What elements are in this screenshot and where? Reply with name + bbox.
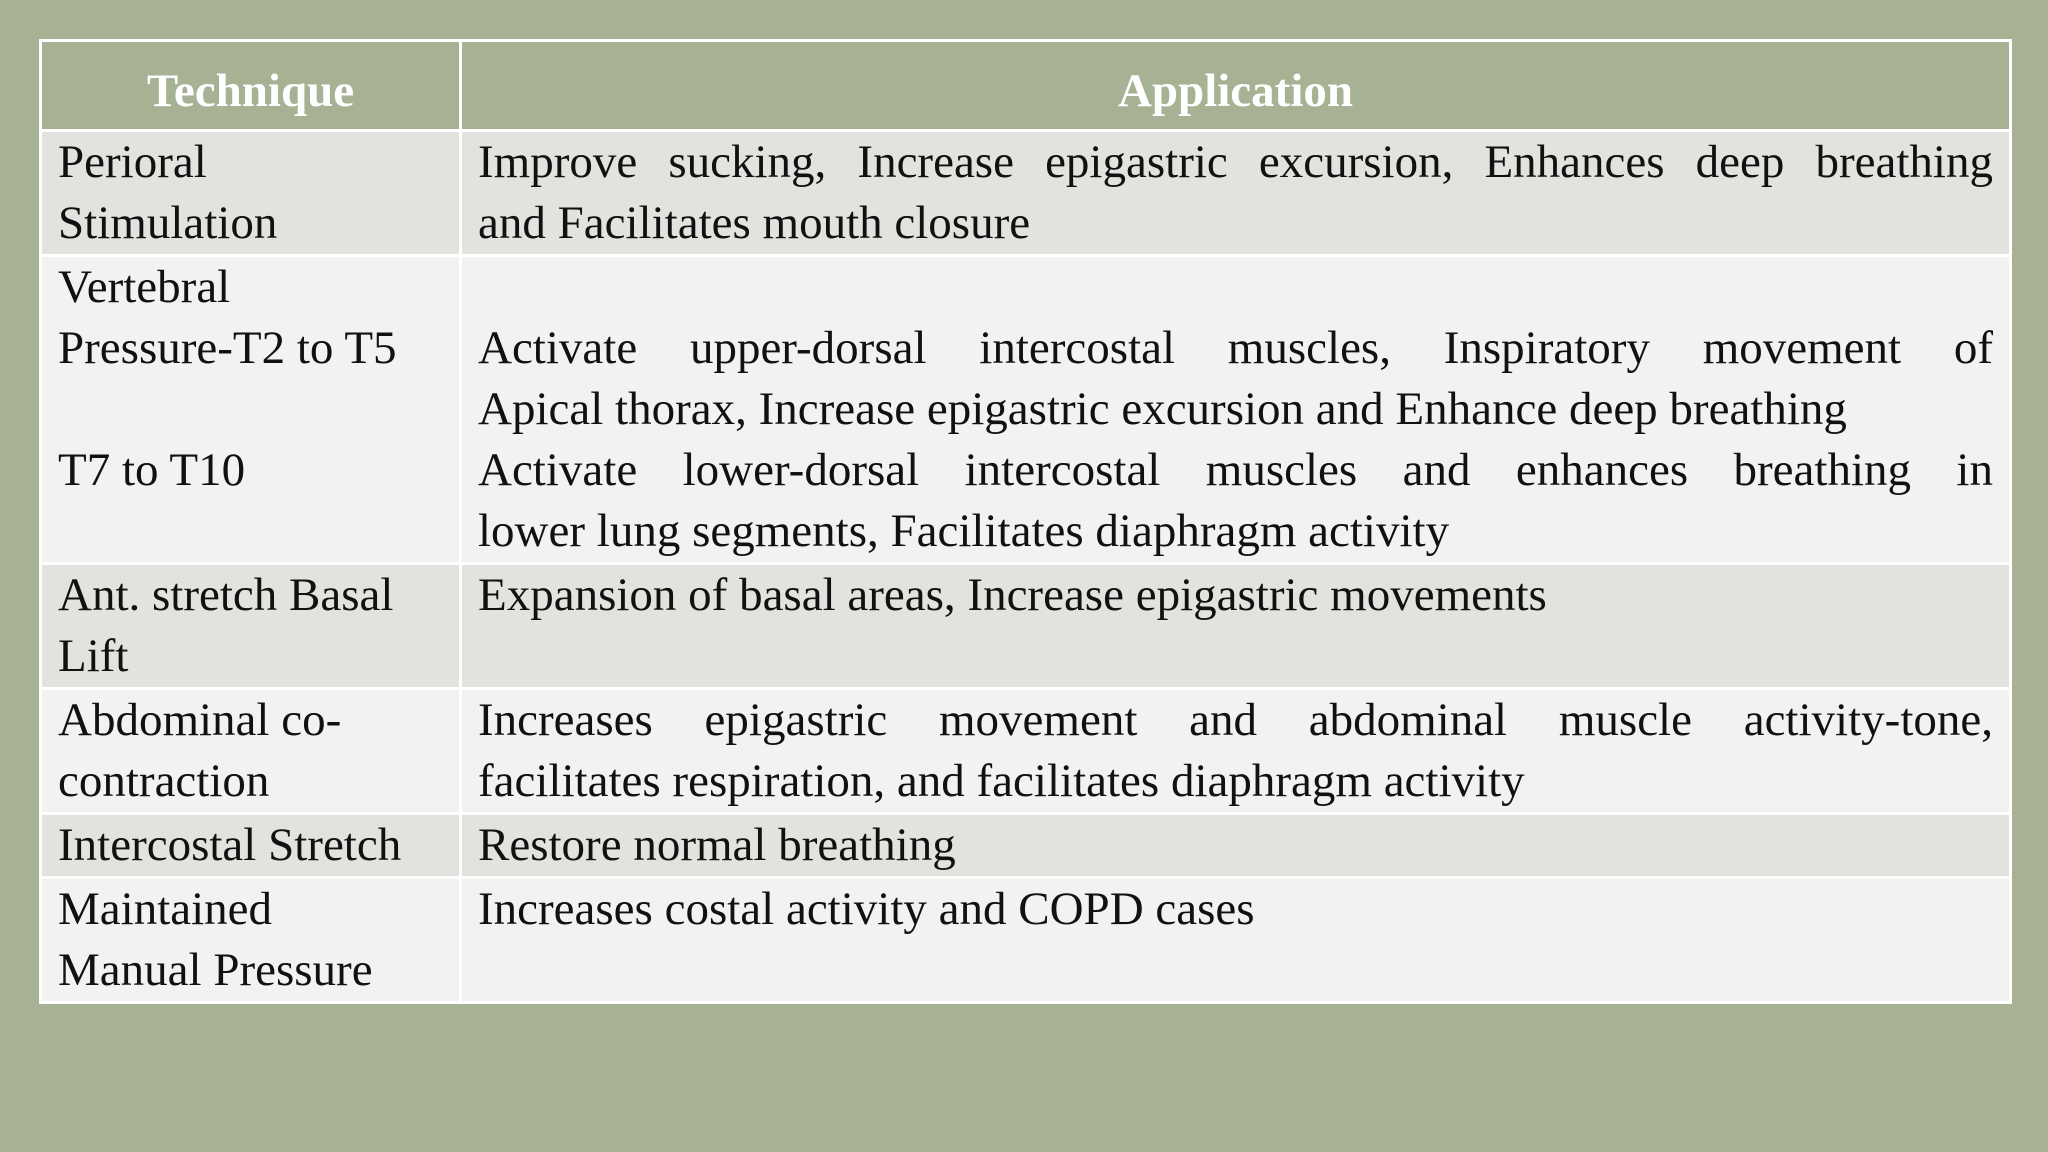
application-cell [461,131,2011,256]
application-line: Activate lower-dorsal intercostal muscles and enhances breathing in [478,444,1993,496]
technique-line: Abdominal co- [58,694,342,746]
technique-line: Stimulation [58,197,278,249]
technique-line: Vertebral [58,261,231,313]
application-line: Increases epigastric movement and abdominal muscle activity-tone, [478,694,1993,746]
application-line: Restore normal breathing [478,819,956,871]
application-cell [461,814,2011,878]
technique-line: contraction [58,755,270,807]
technique-table [39,39,2012,1004]
table-row [41,814,2011,878]
application-cell [461,689,2011,814]
technique-cell [41,131,461,256]
application-line: lower lung segments, Facilitates diaphragm activity [478,505,1450,557]
application-line: Increases costal activity and COPD cases [478,883,1255,935]
table-row [41,878,2011,1003]
application-line: Improve sucking, Increase epigastric excursion, Enhances deep breathing [478,136,1993,188]
technique-line: Intercostal Stretch [58,819,402,871]
technique-cell [41,564,461,689]
application-cell [461,564,2011,689]
application-line: and Facilitates mouth closure [478,197,1031,249]
application-line: Activate upper-dorsal intercostal muscles, Inspiratory movement of [478,322,1993,374]
technique-line: Manual Pressure [58,944,373,996]
table-row [41,131,2011,256]
technique-line: Ant. stretch Basal [58,569,394,621]
technique-cell [41,256,461,564]
technique-line: T7 to T10 [58,444,246,496]
table-row [41,256,2011,564]
application-spacer [478,257,1993,318]
technique-cell [41,689,461,814]
technique-line: Pressure-T2 to T5 [58,322,397,374]
application-cell [461,878,2011,1003]
technique-cell [41,878,461,1003]
application-line: Expansion of basal areas, Increase epigastric movements [478,569,1547,621]
technique-line: Maintained [58,883,273,935]
application-line: Apical thorax, Increase epigastric excursion and Enhance deep breathing [478,383,1847,435]
header-technique: Technique [41,41,461,131]
application-cell [461,256,2011,564]
technique-spacer [58,379,443,440]
application-line: facilitates respiration, and facilitates diaphragm activity [478,755,1525,807]
technique-cell [41,814,461,878]
technique-line: Perioral [58,136,207,188]
header-application: Application [461,41,2011,131]
technique-line: Lift [58,630,129,682]
table-row [41,564,2011,689]
table-header-row [41,41,2011,131]
table-row [41,689,2011,814]
